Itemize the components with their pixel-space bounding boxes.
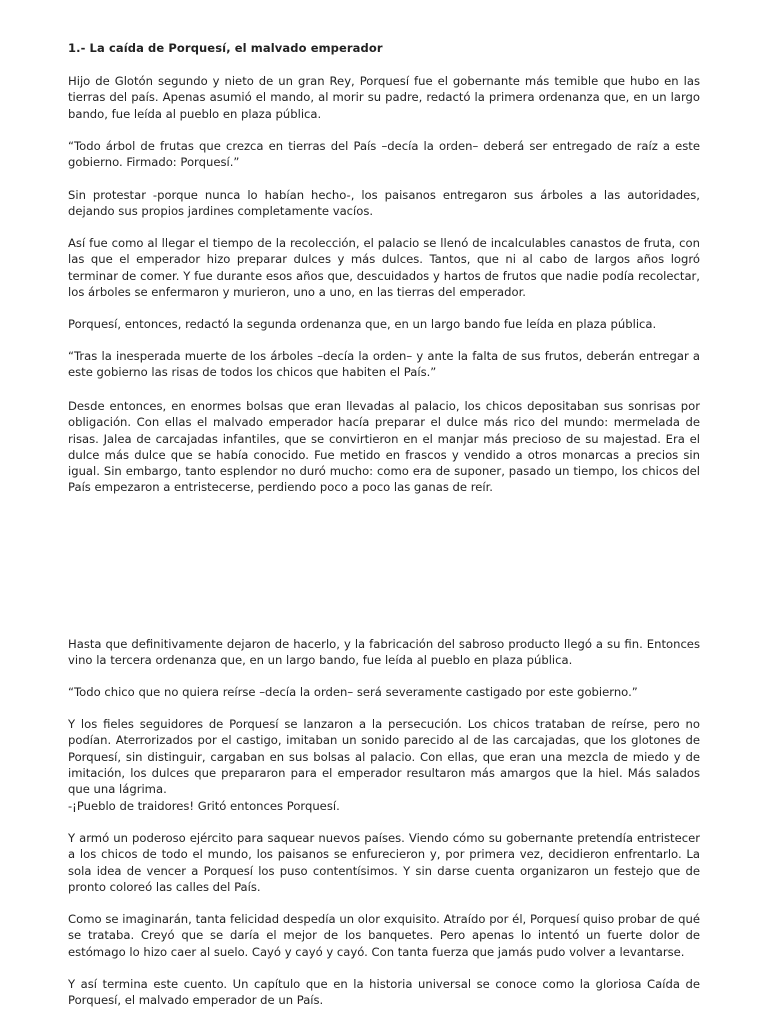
story-title: 1.- La caída de Porquesí, el malvado emperador (68, 41, 383, 55)
paragraph-13: Como se imaginarán, tanta felicidad despedía un olor exquisito. Atraído por él, Porquesí quiso probar de qué se trataba. Creyó que se daría el mejor de los banquetes. Pero apenas lo intentó un fuerte dolor de estómago lo hizo caer al suelo. Cayó y cayó y cayó. Con tanta fuerza que jamás pudo volver a levantarse. (68, 912, 700, 959)
paragraph-7: Desde entonces, en enormes bolsas que eran llevadas al palacio, los chicos depositaban sus sonrisas por obligación. Con ellas el malvado emperador hacía preparar el dulce más rico del mundo: mermelada de risas. Jalea de carcajadas infantiles, que se convirtieron en el manjar más precioso de su majestad. Era el dulce más dulce que se había conocido. Fue metido en frascos y vendido a otros monarcas a precios sin igual. Sin embargo, tanto esplendor no duró mucho: como era de suponer, pasado un tiempo, los chicos del País empezaron a entristecerse, perdiendo poco a poco las ganas de reír. (68, 399, 700, 495)
paragraph-6: “Tras la inesperada muerte de los árboles –decía la orden– y ante la falta de sus frutos, deberán entregar a este gobierno las risas de todos los chicos que habiten el País.” (68, 349, 700, 380)
paragraph-5: Porquesí, entonces, redactó la segunda ordenanza que, en un largo bando fue leída en plaza pública. (68, 317, 657, 331)
paragraph-2: “Todo árbol de frutas que crezca en tierras del País –decía la orden– deberá ser entregado de raíz a este gobierno. Firmado: Porquesí.” (68, 139, 700, 170)
paragraph-1: Hijo de Glotón segundo y nieto de un gran Rey, Porquesí fue el gobernante más temible que hubo en las tierras del país. Apenas asumió el mando, al morir su padre, redactó la primera ordenanza que, en un largo bando, fue leída al pueblo en plaza pública. (68, 74, 700, 121)
paragraph-8: Hasta que definitivamente dejaron de hacerlo, y la fabricación del sabroso producto llegó a su fin. Entonces vino la tercera ordenanza que, en un largo bando, fue leída al pueblo en plaza pública. (68, 637, 700, 668)
paragraph-3: Sin protestar -porque nunca lo habían hecho-, los paisanos entregaron sus árboles a las autoridades, dejando sus propios jardines completamente vacíos. (68, 188, 700, 219)
paragraph-4: Así fue como al llegar el tiempo de la recolección, el palacio se llenó de incalculables canastos de fruta, con las que el emperador hizo preparar dulces y más dulces. Tantos, que ni al cabo de largos años logró terminar de comer. Y fue durante esos años que, descuidados y hartos de frutos que nadie podía recolectar, los árboles se enfermaron y murieron, uno a uno, en las tierras del emperador. (68, 236, 700, 299)
paragraph-12: Y armó un poderoso ejército para saquear nuevos países. Viendo cómo su gobernante pretendía entristecer a los chicos de todo el mundo, los paisanos se enfurecieron y, por primera vez, decidieron enfrentarlo. La sola idea de vencer a Porquesí los puso contentísimos. Y sin darse cuenta organizaron un festejo que de pronto coloreó las calles del País. (68, 831, 700, 894)
paragraph-10: Y los fieles seguidores de Porquesí se lanzaron a la persecución. Los chicos trataban de reírse, pero no podían. Aterrorizados por el castigo, imitaban un sonido parecido al de las carcajadas, que los glotones de Porquesí, sin distinguir, cargaban en sus bolsas al palacio. Con ellas, que eran una mezcla de miedo y de imitación, los dulces que prepararon para el emperador resultaron más amargos que la hiel. Más salados que una lágrima. (68, 717, 700, 797)
paragraph-14: Y así termina este cuento. Un capítulo que en la historia universal se conoce como la gloriosa Caída de Porquesí, el malvado emperador de un País. (68, 977, 700, 1008)
paragraph-11: -¡Pueblo de traidores! Gritó entonces Porquesí. (68, 799, 340, 813)
paragraph-9: “Todo chico que no quiera reírse –decía la orden– será severamente castigado por este gobierno.” (68, 685, 638, 699)
